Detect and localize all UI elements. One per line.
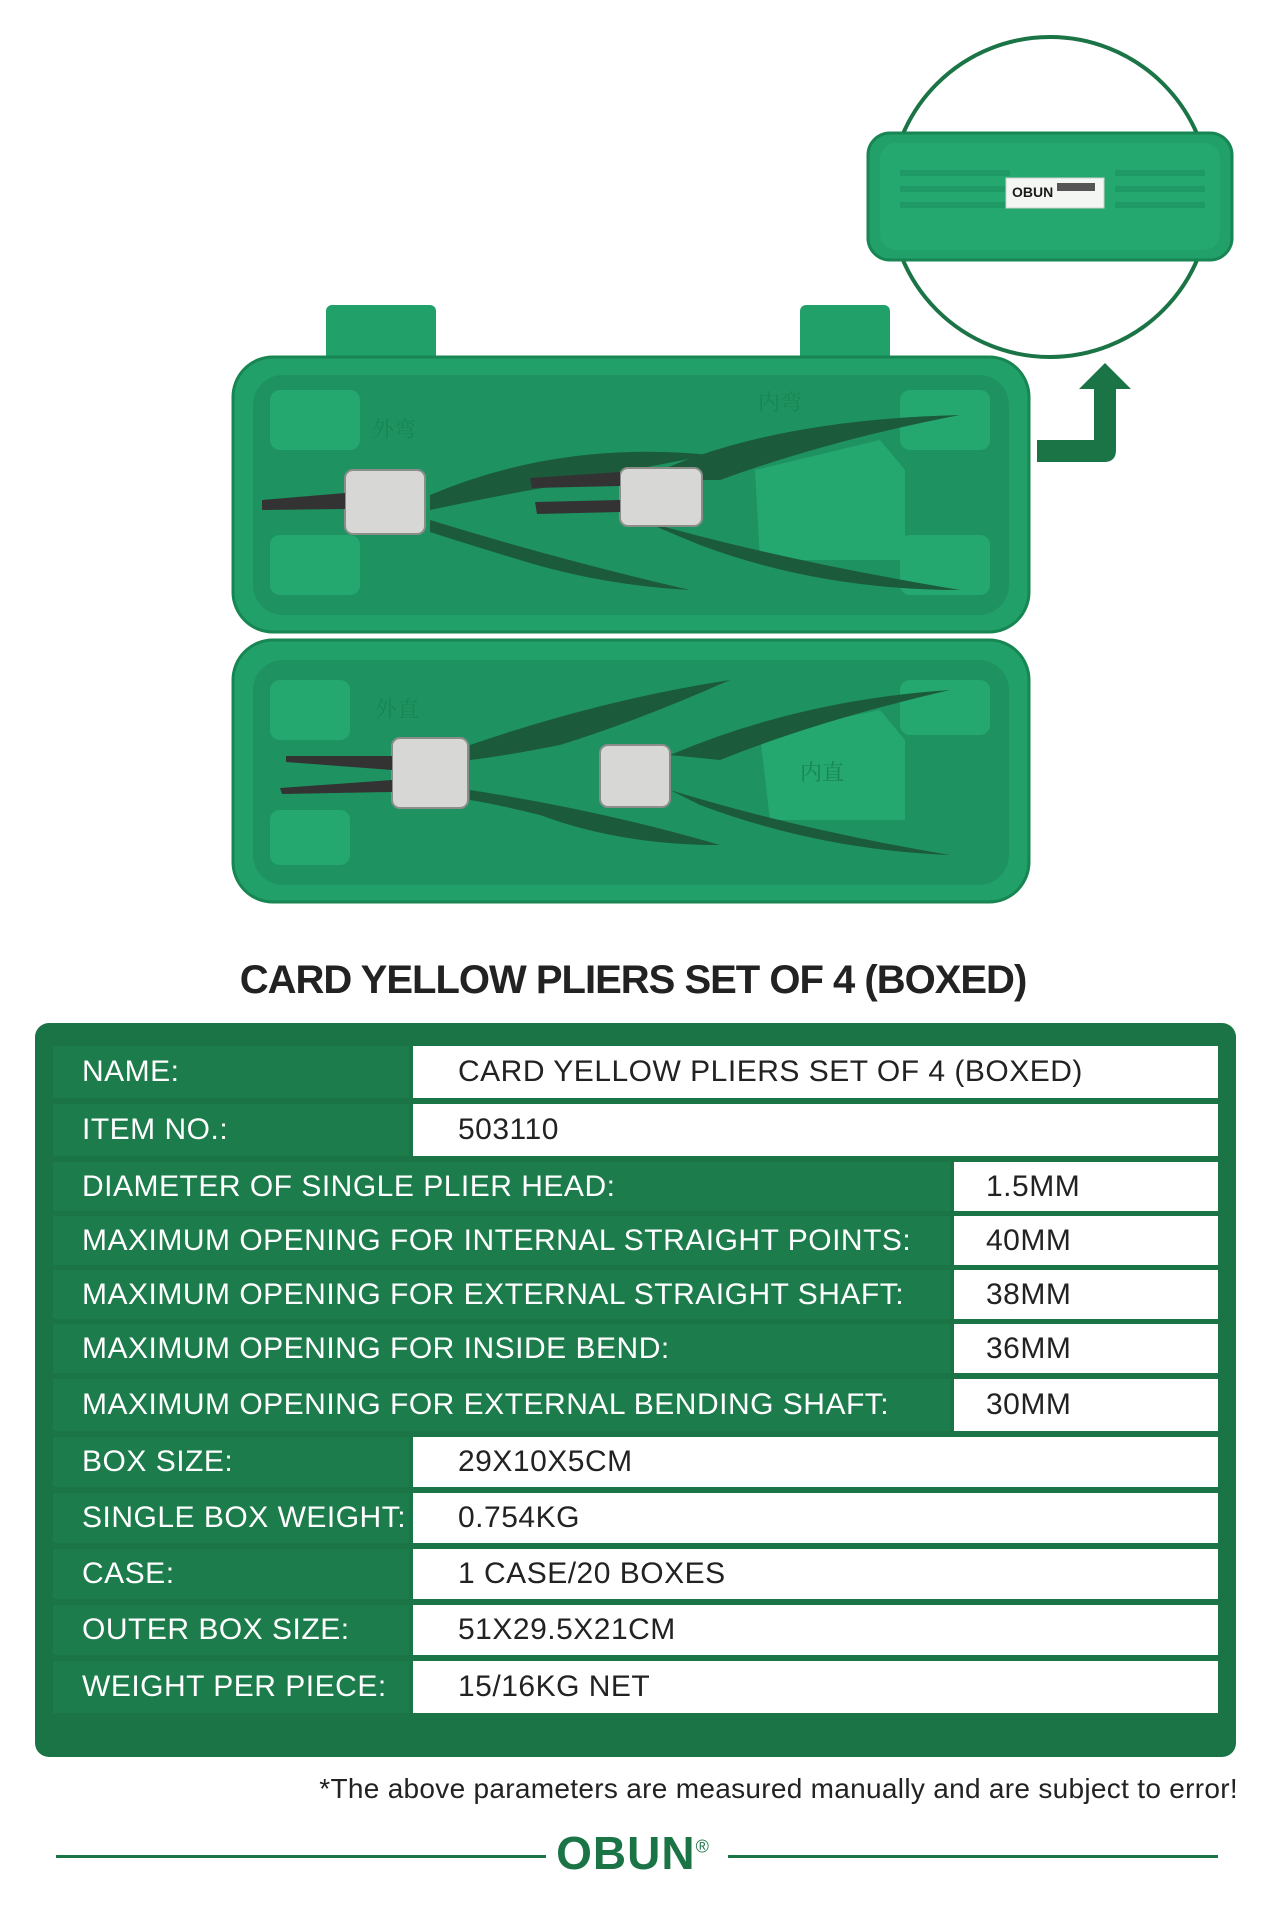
spec-row-name [53,1046,1218,1098]
disclaimer-note: *The above parameters are measured manually and are subject to error! [319,1773,1238,1804]
closed-box-inset [868,37,1232,357]
box-brand-label: OBUN [1012,184,1054,200]
brand-name: OBUN [556,1827,696,1879]
spec-row-plier-head-diameter [53,1162,1218,1211]
spec-row-weight-per-piece [53,1661,1218,1713]
spec-value: CARD YELLOW PLIERS SET OF 4 (BOXED) [413,1046,1218,1098]
spec-label: MAXIMUM OPENING FOR EXTERNAL BENDING SHAFT: [53,1379,950,1431]
spec-value: 503110 [413,1104,1218,1156]
spec-label: SINGLE BOX WEIGHT: [53,1493,409,1543]
spec-label: MAXIMUM OPENING FOR INTERNAL STRAIGHT POINTS: [53,1216,950,1265]
spec-value: 51X29.5X21CM [413,1605,1218,1655]
spec-label: DIAMETER OF SINGLE PLIER HEAD: [53,1162,950,1211]
spec-row-box-size [53,1437,1218,1487]
spec-row-outer-box-size [53,1605,1218,1655]
spec-value: 30MM [954,1379,1218,1431]
tray-label-external-bend: 外弯 [372,418,417,443]
spec-value: 38MM [954,1270,1218,1319]
spec-label: NAME: [53,1046,409,1098]
spec-label: ITEM NO.: [53,1104,409,1156]
arrow-up-icon [1037,363,1131,462]
spec-value: 15/16KG NET [413,1661,1218,1713]
spec-label: CASE: [53,1549,409,1599]
page-title: CARD YELLOW PLIERS SET OF 4 (BOXED) [239,958,1027,1002]
spec-value: 29X10X5CM [413,1437,1218,1487]
tray-label-internal-bend: 内弯 [758,391,803,416]
tray-label-internal-straight: 内直 [800,761,845,786]
brand-logo [0,1826,1266,1880]
registered-mark: ® [695,1836,710,1857]
spec-value: 36MM [954,1324,1218,1373]
open-case [233,305,1029,902]
product-figure [0,0,1266,920]
spec-row-item-no [53,1104,1218,1156]
spec-table [35,1023,1236,1757]
spec-label: OUTER BOX SIZE: [53,1605,409,1655]
spec-row-case [53,1549,1218,1599]
spec-value: 0.754KG [413,1493,1218,1543]
spec-label: MAXIMUM OPENING FOR INSIDE BEND: [53,1324,950,1373]
spec-row-external-straight [53,1270,1218,1319]
tray-label-external-straight: 外直 [375,698,420,723]
spec-value: 1 CASE/20 BOXES [413,1549,1218,1599]
spec-row-internal-straight [53,1216,1218,1265]
spec-row-external-bending [53,1379,1218,1431]
spec-row-single-box-weight [53,1493,1218,1543]
spec-value: 1.5MM [954,1162,1218,1211]
spec-label: MAXIMUM OPENING FOR EXTERNAL STRAIGHT SHAFT: [53,1270,950,1319]
spec-label: BOX SIZE: [53,1437,409,1487]
spec-row-inside-bend [53,1324,1218,1373]
spec-label: WEIGHT PER PIECE: [53,1661,409,1713]
spec-value: 40MM [954,1216,1218,1265]
